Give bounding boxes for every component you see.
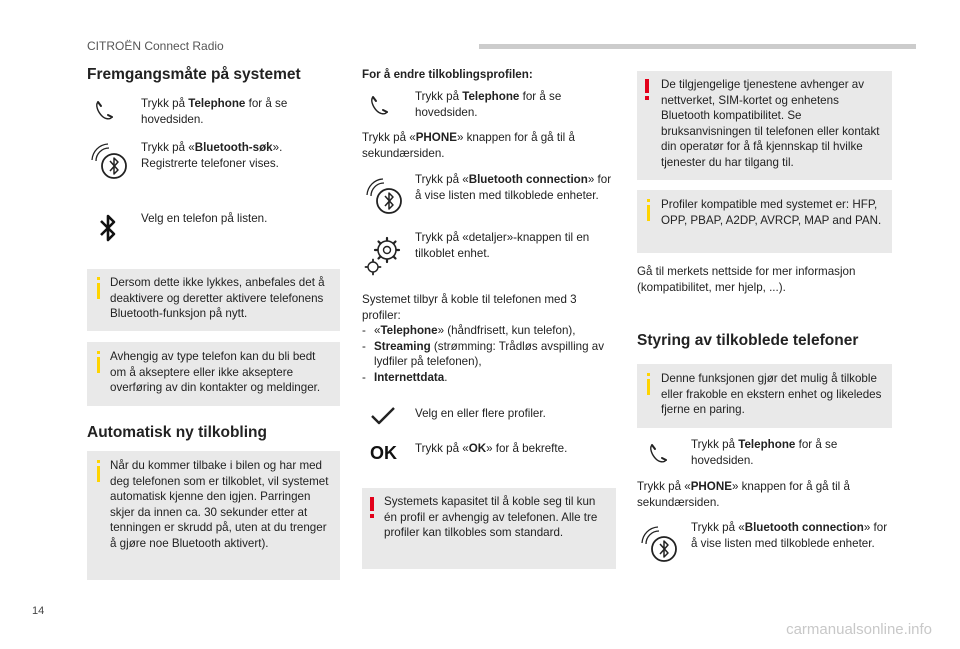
info-box <box>87 342 340 406</box>
phone-handset-icon <box>367 93 391 117</box>
info-box <box>87 269 340 331</box>
step-text: Trykk på «Bluetooth-søk». Registrerte telefoner vises. <box>141 141 283 170</box>
document-header-title: CITROËN Connect Radio <box>87 39 224 53</box>
info-text: Når du kommer tilbake i bilen og har med deg telefonen som er tilkoblet, vil systemet automatisk kjenne den igjen. Parringen skjer da innen ca. 30 sekunder etter at tenningen er skrudd på, uten at du trenger å gjøre noe Bluetooth aktivert). <box>110 459 329 550</box>
bluetooth-search-icon <box>363 175 405 217</box>
info-box <box>637 190 892 253</box>
step-telephone <box>365 89 605 125</box>
step-bluetooth-search <box>88 140 338 190</box>
step-text: Velg en eller flere profiler. <box>415 407 546 420</box>
ok-icon: OK <box>370 443 397 463</box>
step-telephone <box>90 96 330 132</box>
step-bluetooth-connection <box>638 520 890 570</box>
paragraph: Trykk på «PHONE» knappen for å gå til å sekundærsiden. <box>637 480 850 509</box>
warning-box <box>362 488 616 569</box>
warning-marker-icon <box>370 497 374 511</box>
info-marker-icon <box>97 277 100 280</box>
page-number: 14 <box>32 605 45 617</box>
list-item: - «Telephone» (håndfrisett, kun telefon), <box>362 324 576 337</box>
step-text: Trykk på Telephone for å se hovedsiden. <box>141 97 288 126</box>
info-marker-icon <box>97 460 100 463</box>
info-marker-icon <box>97 351 100 354</box>
section-heading-manage-phones: Styring av tilkoblede telefoner <box>637 332 859 349</box>
info-text: Denne funksjonen gjør det mulig å tilkoble eller frakoble en ekstern enhet og likeledes fjerne en paring. <box>661 372 882 416</box>
section-heading-procedure: Fremgangsmåte på systemet <box>87 66 301 83</box>
list-item: - Internettdata. <box>362 370 448 384</box>
info-box <box>87 451 340 580</box>
step-confirm-ok <box>370 440 615 466</box>
header-rule <box>479 44 916 49</box>
bluetooth-icon <box>98 212 118 244</box>
step-text: Trykk på «detaljer»-knappen til en tilkoblet enhet. <box>415 231 590 260</box>
bluetooth-search-icon <box>638 523 680 565</box>
section-heading-auto-reconnect: Automatisk ny tilkobling <box>87 424 267 441</box>
profiles-intro: Systemet tilbyr å koble til telefonen med 3 profiler: <box>362 293 577 322</box>
step-select-profiles <box>370 405 615 431</box>
step-text: Trykk på Telephone for å se hovedsiden. <box>415 90 562 119</box>
profiles-list <box>362 323 612 385</box>
step-text: Trykk på «Bluetooth connection» for å vise listen med tilkoblede enheter. <box>415 173 612 202</box>
step-text: Velg en telefon på listen. <box>141 212 268 225</box>
list-item: - Streaming (strømming: Trådløs avspilling av lydfiler på telefonen), <box>362 339 605 368</box>
info-text: Profiler kompatible med systemet er: HFP, OPP, PBAP, A2DP, AVRCP, MAP and PAN. <box>661 198 882 227</box>
step-bluetooth-connection <box>363 172 615 222</box>
subsection-title: For å endre tilkoblingsprofilen: <box>362 68 533 81</box>
warning-text: De tilgjengelige tjenestene avhenger av nettverket, SIM-kortet og enhetens Bluetooth kompatibilitet. Se bruksanvisningen til telefonen eller kontakt din operatør for å få kjennskap til hvilke tjenester du har tilgang til. <box>661 78 880 169</box>
phone-handset-icon <box>646 441 670 465</box>
step-select-phone <box>98 210 338 250</box>
warning-text: Systemets kapasitet til å koble seg til kun én profil er avhengig av telefonen. Alle tre profiler kan tilkobles som standard. <box>384 495 598 539</box>
step-text: Trykk på «OK» for å bekrefte. <box>415 442 568 455</box>
step-telephone <box>640 437 890 473</box>
warning-marker-icon <box>645 79 649 93</box>
step-text: Trykk på «Bluetooth connection» for å vise listen med tilkoblede enheter. <box>691 521 888 550</box>
info-text: Avhengig av type telefon kan du bli bedt om å akseptere eller ikke akseptere overføring av din kontakter og meldinger. <box>110 350 321 394</box>
info-box <box>637 364 892 428</box>
details-gear-icon <box>363 232 407 276</box>
bluetooth-search-icon <box>88 140 130 182</box>
watermark: carmanualsonline.info <box>786 621 932 638</box>
info-marker-icon <box>647 199 650 202</box>
step-text: Trykk på Telephone for å se hovedsiden. <box>691 438 838 467</box>
step-details <box>363 230 615 276</box>
info-text: Dersom dette ikke lykkes, anbefales det å deaktivere og deretter aktivere telefonens Bluetooth-funksjon på nytt. <box>110 276 325 320</box>
warning-box <box>637 71 892 180</box>
paragraph: Gå til merkets nettside for mer informasjon (kompatibilitet, mer hjelp, ...). <box>637 265 856 294</box>
phone-handset-icon <box>92 98 116 122</box>
info-marker-icon <box>647 373 650 376</box>
checkmark-icon <box>370 406 396 426</box>
paragraph: Trykk på «PHONE» knappen for å gå til å sekundærsiden. <box>362 131 575 160</box>
